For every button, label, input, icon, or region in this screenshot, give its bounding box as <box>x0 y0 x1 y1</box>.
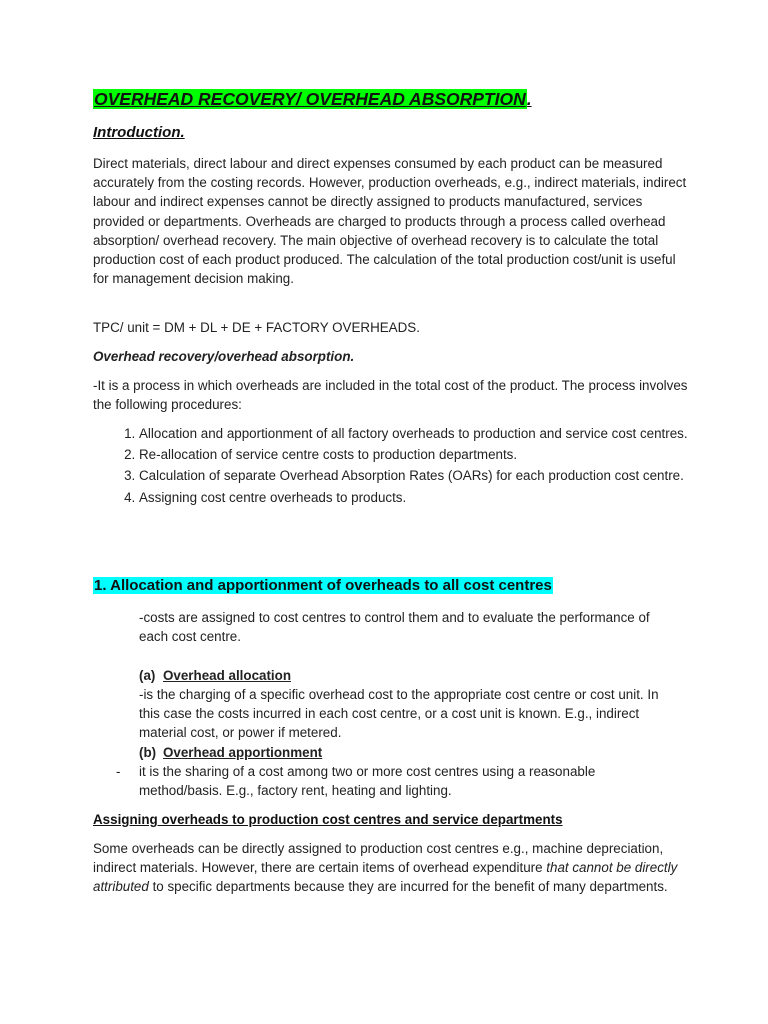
apportionment-title: Overhead apportionment <box>163 745 323 760</box>
title-highlight: OVERHEAD RECOVERY/ OVERHEAD ABSORPTION <box>94 89 526 109</box>
section-heading <box>93 576 693 596</box>
section-intro: -costs are assigned to cost centres to control them and to evaluate the performance of each cost centre. <box>139 610 650 645</box>
allocation-body: -is the charging of a specific overhead cost to the appropriate cost centre or cost unit. In this case the costs incurred in each cost centre, or a cost unit is known. E.g., indirect material cost, or power if metered. <box>139 687 659 741</box>
introduction-heading: Introduction. <box>93 124 185 141</box>
tpc-formula: TPC/ unit = DM + DL + DE + FACTORY OVERHEADS. <box>93 320 420 335</box>
page-title <box>93 88 693 110</box>
assigning-paragraph <box>93 839 693 897</box>
section-heading-highlight: 1. Allocation and apportionment of overheads to all cost centres <box>94 577 552 594</box>
list-item: 3. Calculation of separate Overhead Absorption Rates (OARs) for each production cost centre. <box>139 466 729 485</box>
recovery-paragraph: -It is a process in which overheads are included in the total cost of the product. The process involves the following procedures: <box>93 378 688 413</box>
apportionment-body: it is the sharing of a cost among two or more cost centres using a reasonable method/basis. E.g., factory rent, heating and lighting. <box>139 764 596 799</box>
assigning-heading: Assigning overheads to production cost centres and service departments <box>93 812 563 827</box>
assigning-text-after: to specific departments because they are incurred for the benefit of many departments. <box>148 879 668 895</box>
list-item: 4. Assigning cost centre overheads to products. <box>139 488 729 507</box>
assigning-text-italic: that cannot be directly attributed <box>93 860 678 895</box>
assigning-text-before: Some overheads can be directly assigned to production cost centres e.g., machine depreciation, indirect materials. However, there are certain items of overhead expenditure <box>93 841 664 876</box>
list-item: 2. Re-allocation of service centre costs to production departments. <box>139 445 729 464</box>
list-item: 1. Allocation and apportionment of all factory overheads to production and service cost centres. <box>139 424 729 443</box>
allocation-title: Overhead allocation <box>163 668 291 683</box>
procedure-list <box>93 424 729 509</box>
apportionment-label: (b) <box>139 745 157 760</box>
allocation-label: (a) <box>139 668 156 683</box>
bullet-dash: - <box>116 764 121 779</box>
recovery-heading: Overhead recovery/overhead absorption. <box>93 349 355 364</box>
allocation-heading <box>139 666 679 685</box>
apportionment-heading <box>139 743 679 762</box>
introduction-paragraph: Direct materials, direct labour and direct expenses consumed by each product can be measured accurately from the costing records. However, production overheads, e.g., indirect materials, indirect labour and indirect expenses cannot be directly assigned to products manufactured, services provided or departments. Overheads are charged to products through a process called overhead absorption/ overhead recovery. The main objective of overhead recovery is to calculate the total production cost of each product produced. The calculation of the total production cost/unit is useful for management decision making. <box>93 156 687 287</box>
title-trailing: . <box>526 89 532 109</box>
